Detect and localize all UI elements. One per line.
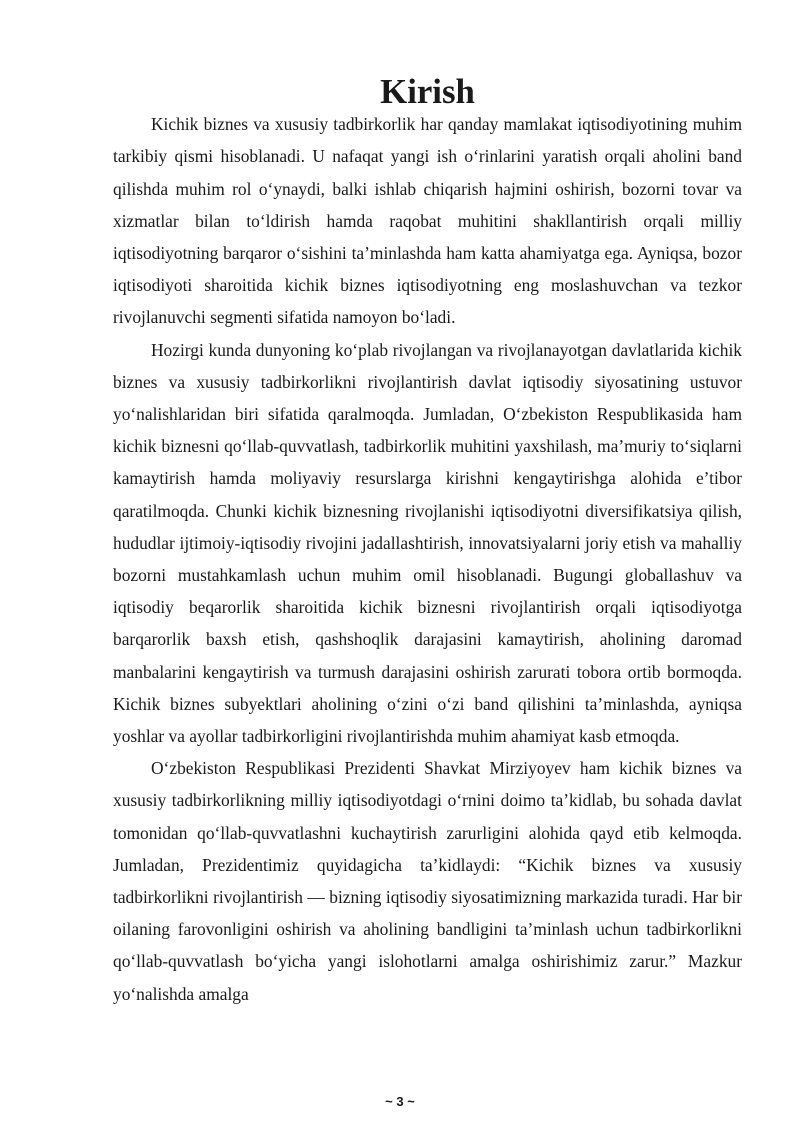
paragraph-2: Hozirgi kunda dunyoning ko‘plab rivojlangan va rivojlanayotgan davlatlarida kichik biznes va xususiy tadbirkorlikni rivojlantirish davlat iqtisodiy siyosatining ustuvor yo‘nalishlaridan biri sifatida qaralmoqda. Jumladan, O‘zbekiston Respublikasida ham kichik biznesni qo‘llab-quvvatlash, tadbirkorlik muhitini yaxshilash, ma’muriy to‘siqlarni kamaytirish hamda moliyaviy resurslarga kirishni kengaytirishga alohida e’tibor qaratilmoqda. Chunki kichik biznesning rivojlanishi iqtisodiyotni diversifikatsiya qilish, hududlar ijtimoiy-iqtisodiy rivojini jadallashtirish, innovatsiyalarni joriy etish va mahalliy bozorni mustahkamlash uchun muhim omil hisoblanadi. Bugungi globallashuv va iqtisodiy beqarorlik sharoitida kichik biznesni rivojlantirish orqali iqtisodiyotga barqarorlik baxsh etish, qashshoqlik darajasini kamaytirish, aholining daromad manbalarini kengaytirish va turmush darajasini oshirish zarurati tobora ortib bormoqda. Kichik biznes subyektlari aholining o‘zini o‘zi band qilishini ta’minlashda, ayniqsa yoshlar va ayollar tadbirkorligini rivojlantirishda muhim ahamiyat kasb etmoqda.	[113, 339, 742, 747]
paragraph-1: Kichik biznes va xususiy tadbirkorlik har qanday mamlakat iqtisodiyotining muhim tarkibiy qismi hisoblanadi. U nafaqat yangi ish o‘rinlarini yaratish orqali aholini band qilishda muhim rol o‘ynaydi, balki ishlab chiqarish hajmini oshirish, bozorni tovar va xizmatlar bilan to‘ldirish hamda raqobat muhitini shakllantirish orqali milliy iqtisodiyotning barqaror o‘sishini ta’minlashda ham katta ahamiyatga ega. Ayniqsa, bozor iqtisodiyoti sharoitida kichik biznes iqtisodiyotning eng moslashuvchan va tezkor rivojlanuvchi segmenti sifatida namoyon bo‘ladi.	[113, 114, 742, 328]
page-number: ~ 3 ~	[385, 1094, 415, 1109]
paragraph-3: O‘zbekiston Respublikasi Prezidenti Shavkat Mirziyoyev ham kichik biznes va xususiy tadbirkorlikning milliy iqtisodiyotdagi o‘rnini doimo ta’kidlab, bu sohada davlat tomonidan qo‘llab-quvvatlashni kuchaytirish zarurligini alohida qayd etib kelmoqda. Jumladan, Prezidentimiz quyidagicha ta’kidlaydi: “Kichik biznes va xususiy tadbirkorlikni rivojlantirish — bizning iqtisodiy siyosatimizning markazida turadi. Har bir oilaning farovonligini oshirish va aholining bandligini ta’minlash uchun tadbirkorlikni qo‘llab-quvvatlash bo‘yicha yangi islohotlarni amalga oshirishimiz zarur.” Mazkur yo‘nalishda amalga	[113, 758, 742, 1004]
page-content	[113, 72, 742, 1010]
section-title: Kirish	[380, 72, 475, 111]
